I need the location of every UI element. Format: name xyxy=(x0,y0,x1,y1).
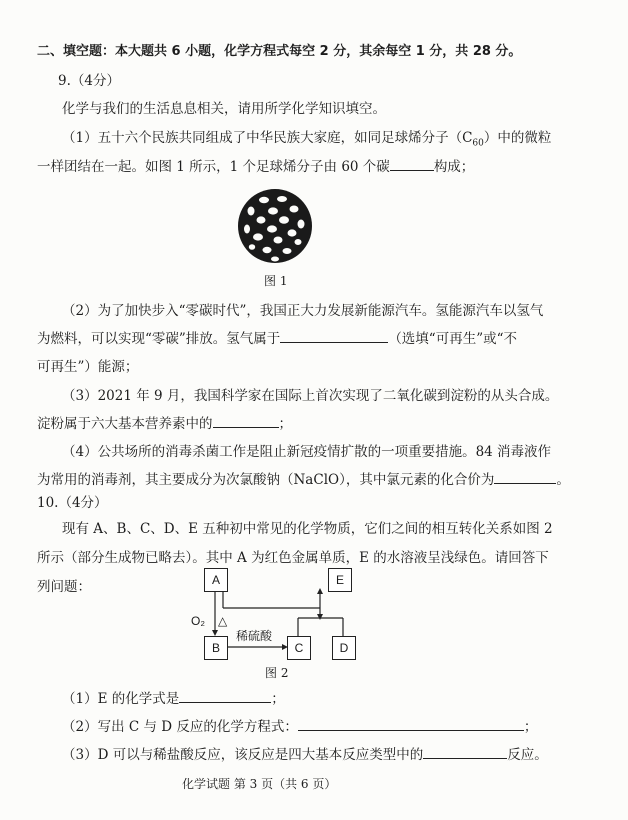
figure-2-caption: 图 2 xyxy=(265,666,289,680)
q10-sub1: （1）E 的化学式是 ； xyxy=(62,691,285,707)
q10-line3: 列问题： xyxy=(37,579,91,595)
answer-blank-6[interactable] xyxy=(298,718,524,731)
q10-line1: 现有 A、B、C、D、E 五种初中常见的化学物质，它们之间的相互转化关系如图 2 xyxy=(62,521,553,537)
node-e: E xyxy=(328,568,352,592)
answer-blank-5[interactable] xyxy=(179,690,271,703)
q9-part2-line1: （2）为了加快步入“零碳时代”，我国正大力发展新能源汽车。氢能源汽车以氢气 xyxy=(62,303,544,319)
q10-sub2: （2）写出 C 与 D 反应的化学方程式： ； xyxy=(62,719,538,735)
q9-number: 9.（4分） xyxy=(58,73,120,89)
answer-blank-3[interactable] xyxy=(213,415,279,428)
answer-blank-2[interactable] xyxy=(280,330,388,343)
q9-part3-line1: （3）2021 年 9 月，我国科学家在国际上首次实现了二氧化碳到淀粉的从头合成。 xyxy=(62,388,559,404)
answer-blank-4[interactable] xyxy=(494,471,556,484)
acid-label: 稀硫酸 xyxy=(236,629,273,643)
q9-part4-line2: 为常用的消毒剂，其主要成分为次氯酸钠（NaClO），其中氯元素的化合价为 。 xyxy=(37,472,570,488)
heat-symbol: △ xyxy=(218,614,228,628)
reaction-diagram xyxy=(185,564,365,684)
node-d: D xyxy=(332,636,356,660)
q10-sub3: （3）D 可以与稀盐酸反应，该反应是四大基本反应类型中的 反应。 xyxy=(62,747,548,763)
q9-intro: 化学与我们的生活息息相关，请用所学化学知识填空。 xyxy=(62,101,386,117)
node-b: B xyxy=(204,636,228,660)
section-header: 二、填空题：本大题共 6 小题，化学方程式每空 2 分，其余每空 1 分，共 28 分。 xyxy=(37,44,522,59)
answer-blank-7[interactable] xyxy=(423,746,507,759)
node-a: A xyxy=(204,568,228,592)
q9-part4-line1: （4）公共场所的消毒杀菌工作是阻止新冠疫情扩散的一项重要措施。84 消毒液作 xyxy=(62,444,552,460)
q9-part3-line2: 淀粉属于六大基本营养素中的 ； xyxy=(37,416,292,432)
figure-1-caption: 图 1 xyxy=(264,274,288,288)
node-c: C xyxy=(287,636,311,660)
q9-part2-line3: 可再生”）能源； xyxy=(37,359,139,375)
q10-number: 10.（4分） xyxy=(37,495,108,511)
fullerene-molecule-image xyxy=(236,187,314,265)
q9-part1-line1: （1）五十六个民族共同组成了中华民族大家庭，如同足球烯分子$(C_{60})$中的微粒 xyxy=(62,130,552,149)
q10-line2: 所示（部分生成物已略去）。其中 A 为红色金属单质，E 的水溶液呈浅绿色。请回答下 xyxy=(37,550,549,566)
q9-part2-line2: 为燃料，可以实现“零碳”排放。氢气属于 （选填“可再生”或“不 xyxy=(37,331,518,347)
page-footer: 化学试题 第 3 页（共 6 页） xyxy=(182,777,337,791)
o2-label: O₂ xyxy=(191,614,205,628)
answer-blank-1[interactable] xyxy=(390,158,434,171)
q9-part1-line2: 一样团结在一起。如图 1 所示，1 个足球烯分子由 60 个碳 构成； xyxy=(37,159,475,175)
